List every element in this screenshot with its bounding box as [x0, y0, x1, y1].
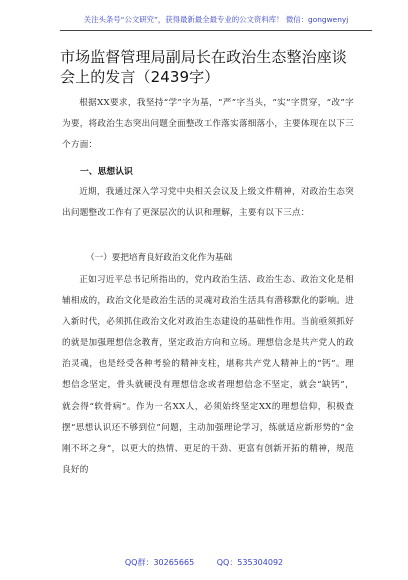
- header-divider: [60, 30, 372, 31]
- intro-paragraph: [62, 93, 354, 156]
- section1-text: 近期，我通过深入学习党中央相关会议及上级文件精神，对政治生态突出问题整改工作有了更深层次的认识和理解，主要有以下三点：: [62, 187, 354, 219]
- document-title: 市场监督管理局副局长在政治生态整治座谈会上的发言（2439字）: [60, 48, 347, 86]
- subsection1-paragraph: [62, 270, 354, 481]
- footer-qq-group: QQ群：30265665: [124, 558, 195, 567]
- footer-contact: [0, 557, 408, 569]
- section1-paragraph: [62, 182, 354, 224]
- footer-qq: QQ：535304092: [216, 558, 284, 567]
- subsection-heading-culture: （一）要把培育良好政治文化作为基础: [86, 253, 233, 263]
- subsection1-text: 正如习近平总书记所指出的，党内政治生活、政治生态、政治文化是相辅相成的，政治文化是政治生活的灵魂对政治生活具有潜移默化的影响。进入新时代，必须抓住政治文化对政治生态建设的基础性作用。当前亟须抓好的就是加强理想信念教育，坚定政治方向和立场。理想信念是共产党人的政治灵魂，也是经受各种考验的精神支柱，堪称共产党人精神上的“钙”。理想信念坚定，骨头就硬没有理想信念或者理想信念不坚定，就会“缺钙”，就会得“软骨病”。作为一名XX人，必须始终坚定XX的理想信仰，积极查摆“思想认识还不够到位”问题，主动加强理论学习，练就适应新形势的“金刚不坏之身”，以更大的热情、更足的干劲、更富有创新开拓的精神，规范良好的: [62, 275, 354, 475]
- intro-text: 根据XX要求，我坚持“学”字为基，“严”字当头，“实”字贯穿，“改”字为要，将政治生态突出问题全面整改工作落实落细落小，主要体现在以下三个方面：: [62, 98, 354, 151]
- section-heading-thinking: 一、思想认识: [80, 167, 133, 177]
- header-banner: 关注头条号“公文研究”，获得最新最全最专业的公文资料库！ 微信：gongwenyj: [83, 15, 349, 24]
